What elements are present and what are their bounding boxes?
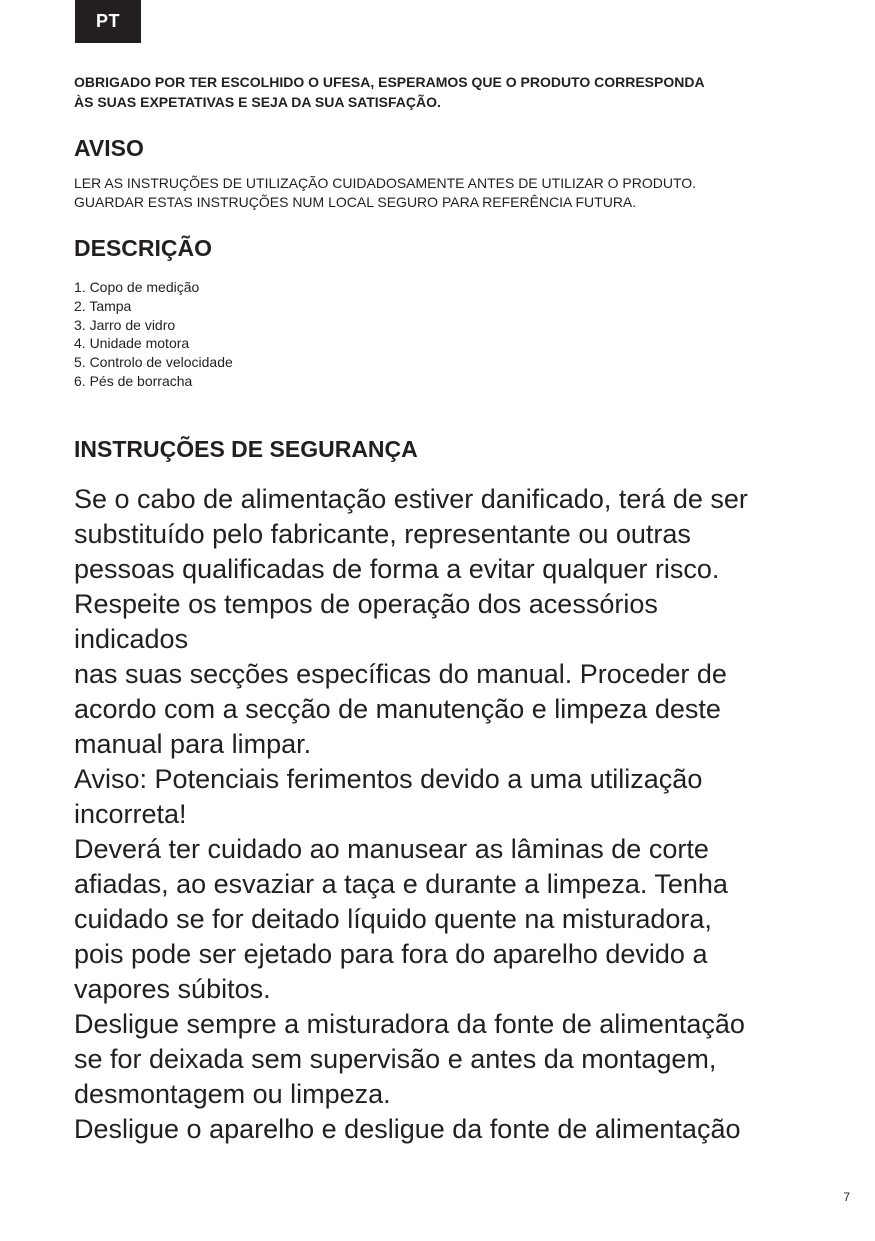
intro-line: ÀS SUAS EXPETATIVAS E SEJA DA SUA SATISFAÇÃO. xyxy=(74,94,441,110)
safety-heading: INSTRUÇÕES DE SEGURANÇA xyxy=(74,435,418,462)
safety-line: Desligue o aparelho e desligue da fonte de alimentação xyxy=(74,1113,741,1144)
intro-text xyxy=(74,72,804,112)
safety-line: pois pode ser ejetado para fora do aparelho devido a xyxy=(74,938,708,969)
safety-line: Aviso: Potenciais ferimentos devido a uma utilização xyxy=(74,763,703,794)
safety-line: desmontagem ou limpeza. xyxy=(74,1078,391,1109)
list-item: 4. Unidade motora xyxy=(74,335,190,352)
page-content xyxy=(74,72,804,1147)
safety-line: incorreta! xyxy=(74,798,187,829)
list-item: 6. Pés de borracha xyxy=(74,372,193,389)
list-item: 5. Controlo de velocidade xyxy=(74,354,233,371)
safety-line: Deverá ter cuidado ao manusear as lâminas de corte xyxy=(74,833,709,864)
list-item: 3. Jarro de vidro xyxy=(74,316,176,333)
warning-line: LER AS INSTRUÇÕES DE UTILIZAÇÃO CUIDADOSAMENTE ANTES DE UTILIZAR O PRODUTO. xyxy=(74,175,697,191)
safety-line: Desligue sempre a misturadora da fonte de alimentação xyxy=(74,1008,745,1039)
safety-line: afiadas, ao esvaziar a taça e durante a limpeza. Tenha xyxy=(74,868,728,899)
safety-line: manual para limpar. xyxy=(74,728,312,759)
language-tab: PT xyxy=(75,0,141,43)
warning-text xyxy=(74,174,804,212)
safety-line: cuidado se for deitado líquido quente na misturadora, xyxy=(74,903,712,934)
safety-line: se for deixada sem supervisão e antes da montagem, xyxy=(74,1043,717,1074)
safety-line: Respeite os tempos de operação dos acessórios xyxy=(74,588,658,619)
warning-heading: AVISO xyxy=(74,135,144,161)
safety-line: nas suas secções específicas do manual. Proceder de xyxy=(74,658,727,689)
description-heading: DESCRIÇÃO xyxy=(74,235,213,261)
intro-line: OBRIGADO POR TER ESCOLHIDO O UFESA, ESPERAMOS QUE O PRODUTO CORRESPONDA xyxy=(74,74,705,90)
safety-line: pessoas qualificadas de forma a evitar qualquer risco. xyxy=(74,553,720,584)
safety-line: indicados xyxy=(74,623,189,654)
list-item: 2. Tampa xyxy=(74,297,132,314)
safety-line: acordo com a secção de manutenção e limpeza deste xyxy=(74,693,721,724)
warning-line: GUARDAR ESTAS INSTRUÇÕES NUM LOCAL SEGURO PARA REFERÊNCIA FUTURA. xyxy=(74,194,637,210)
safety-line: vapores súbitos. xyxy=(74,973,271,1004)
safety-line: Se o cabo de alimentação estiver danificado, terá de ser xyxy=(74,483,748,514)
description-list xyxy=(74,278,804,391)
safety-text xyxy=(74,482,804,1147)
list-item: 1. Copo de medição xyxy=(74,279,200,295)
safety-line: substituído pelo fabricante, representante ou outras xyxy=(74,518,691,549)
page-number: 7 xyxy=(843,1190,850,1204)
